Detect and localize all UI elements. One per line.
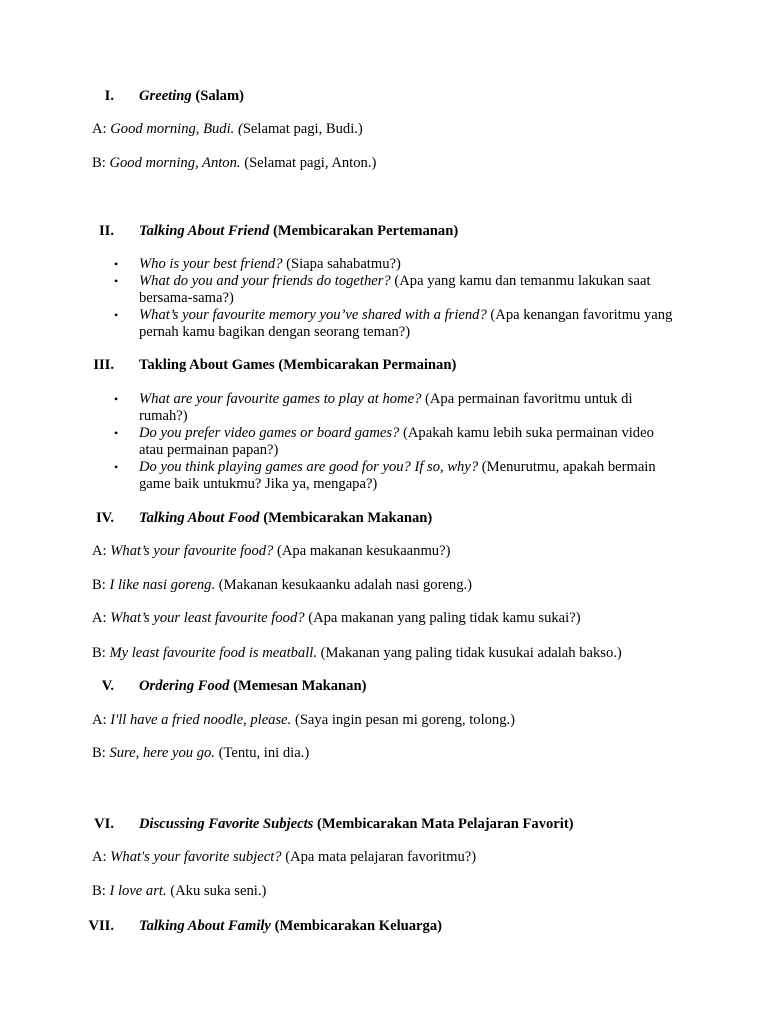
section-number: VII. <box>88 918 114 934</box>
indonesian-text: (Makanan yang paling tidak kusukai adalah bakso.) <box>320 645 622 661</box>
section-title-id: (Membicarakan Pertemanan) <box>272 223 459 239</box>
english-text: Good morning, Anton. <box>109 155 241 171</box>
section-number: I. <box>104 88 114 104</box>
indonesian-text: (Apa yang kamu dan temanmu lakukan saat bersama-sama?) <box>139 273 651 306</box>
dialog-line <box>92 610 722 627</box>
indonesian-text: Selamat pagi, Budi.) <box>242 121 363 137</box>
section-number: V. <box>101 678 114 694</box>
english-text: What’s your favourite memory you’ve shared with a friend? <box>139 307 487 323</box>
section-title-en: Talking About Food <box>139 510 260 526</box>
english-text: Sure, here you go. <box>109 745 215 761</box>
english-text: Who is your best friend? <box>139 256 283 272</box>
bullet-list <box>114 391 674 493</box>
list-item <box>114 273 674 307</box>
section-title-en: Greeting <box>139 88 192 104</box>
speaker-label: A: <box>92 849 107 865</box>
list-item <box>114 425 674 459</box>
indonesian-text: (Apa kenangan favoritmu yang pernah kamu bagikan dengan seorang teman?) <box>139 307 673 340</box>
section-title-id: (Membicarakan Permainan) <box>278 357 457 373</box>
section-number: VI. <box>94 816 114 832</box>
section-title-id: (Salam) <box>195 88 245 104</box>
dialog-line <box>92 543 722 560</box>
section-title-id: (Membicarakan Mata Pelajaran Favorit) <box>317 816 574 832</box>
section-title-en: Talking About Family <box>139 918 271 934</box>
english-text: What's your favorite subject? <box>110 849 282 865</box>
section-title-en: Ordering Food <box>139 678 230 694</box>
speaker-label: B: <box>92 155 106 171</box>
section-title-en: Talking About Friend <box>139 223 270 239</box>
section-number: II. <box>98 223 114 239</box>
dialog-line <box>92 849 722 866</box>
english-text: My least favourite food is meatball. <box>109 645 317 661</box>
dialog-line <box>92 577 722 594</box>
dialog-line <box>92 745 722 762</box>
english-text: What are your favourite games to play at home? <box>139 391 422 407</box>
indonesian-text: (Selamat pagi, Anton.) <box>244 155 377 171</box>
list-item <box>114 459 674 493</box>
english-text: I like nasi goreng. <box>109 577 216 593</box>
section-number: III. <box>93 357 114 373</box>
section-title-id: (Membicarakan Makanan) <box>263 510 433 526</box>
indonesian-text: (Tentu, ini dia.) <box>218 745 310 761</box>
english-text: Good morning, Budi. ( <box>110 121 243 137</box>
indonesian-text: (Siapa sahabatmu?) <box>286 256 401 272</box>
section-title-en: Discussing Favorite Subjects <box>139 816 314 832</box>
english-text: Do you think playing games are good for you? If so, why? <box>139 459 479 475</box>
indonesian-text: (Apakah kamu lebih suka permainan video atau permainan papan?) <box>139 425 654 458</box>
indonesian-text: (Apa mata pelajaran favoritmu?) <box>285 849 477 865</box>
speaker-label: B: <box>92 577 106 593</box>
english-text: What’s your favourite food? <box>110 543 274 559</box>
section-title-en: Takling About Games <box>139 357 275 373</box>
dialog-line <box>92 883 722 900</box>
english-text: What’s your least favourite food? <box>110 610 305 626</box>
english-text: Do you prefer video games or board games? <box>139 425 400 441</box>
dialog-line <box>92 155 722 172</box>
english-text: I love art. <box>109 883 167 899</box>
list-item <box>114 307 674 341</box>
english-text: I'll have a fried noodle, please. <box>110 712 292 728</box>
indonesian-text: (Apa makanan yang paling tidak kamu sukai?) <box>308 610 581 626</box>
indonesian-text: (Menurutmu, apakah bermain game baik untukmu? Jika ya, mengapa?) <box>139 459 656 492</box>
indonesian-text: (Saya ingin pesan mi goreng, tolong.) <box>294 712 516 728</box>
indonesian-text: (Aku suka seni.) <box>170 883 267 899</box>
speaker-label: B: <box>92 883 106 899</box>
speaker-label: A: <box>92 712 107 728</box>
indonesian-text: (Apa makanan kesukaanmu?) <box>277 543 451 559</box>
speaker-label: A: <box>92 610 107 626</box>
dialog-line <box>92 645 722 662</box>
speaker-label: B: <box>92 645 106 661</box>
indonesian-text: (Makanan kesukaanku adalah nasi goreng.) <box>218 577 473 593</box>
english-text: What do you and your friends do together? <box>139 273 391 289</box>
section-number: IV. <box>96 510 114 526</box>
speaker-label: A: <box>92 543 107 559</box>
dialog-line <box>92 712 722 729</box>
indonesian-text: (Apa permainan favoritmu untuk di rumah?) <box>139 391 633 424</box>
speaker-label: B: <box>92 745 106 761</box>
list-item <box>114 256 674 273</box>
bullet-list <box>114 256 674 341</box>
speaker-label: A: <box>92 121 107 137</box>
section-title-id: (Membicarakan Keluarga) <box>274 918 442 934</box>
section-title-id: (Memesan Makanan) <box>233 678 367 694</box>
list-item <box>114 391 674 425</box>
dialog-line <box>92 121 722 138</box>
